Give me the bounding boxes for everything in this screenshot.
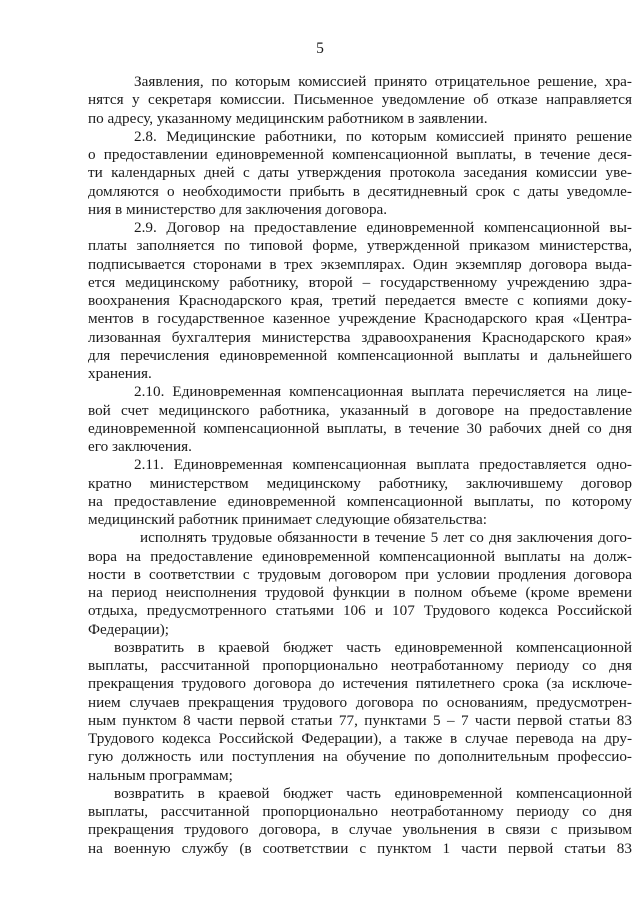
text-line: 2.9. Договор на предоставление единовременной компенсационной вы-	[134, 219, 632, 236]
text-line: гую должность или поступления на обучение по дополнительным профессио-	[88, 748, 632, 766]
paragraph-obligation-3	[88, 785, 632, 858]
text-line: домляются о необходимости прибыть в десятидневный срок с даты уведомле-	[88, 182, 632, 200]
text-line: ется медицинскому работнику, второй – государственному учреждению здра-	[88, 273, 632, 291]
text-line: его заключения.	[88, 438, 192, 455]
text-line: ти календарных дней с даты утверждения протокола заседания комиссии уве-	[88, 164, 632, 182]
text-line: нием случаев прекращения трудового договора по основаниям, предусмотрен-	[88, 693, 632, 711]
text-line: подписывается сторонами в трех экземплярах. Один экземпляр договора выда-	[88, 255, 632, 273]
document-body	[88, 73, 632, 858]
text-line: на предоставление единовременной компенсационной выплаты, по которому	[88, 492, 632, 510]
text-line: ности в соответствии с трудовым договором при условии продления договора	[88, 565, 632, 583]
paragraph-2-10	[88, 383, 632, 456]
text-line: прекращения трудового договора до истечения пятилетнего срока (за исключе-	[88, 675, 632, 693]
text-line: на военную службу (в соответствии с пунктом 1 части первой статьи 83	[88, 839, 632, 857]
text-line: хранения.	[88, 365, 152, 382]
text-line: воохранения Краснодарского края, третий передается вместе с копиями доку-	[88, 292, 632, 309]
paragraph-obligation-2	[88, 639, 632, 785]
text-line: исполнять трудовые обязанности в течение 5 лет со дня заключения дого-	[140, 529, 632, 547]
paragraph-2-11	[88, 456, 632, 529]
text-line: выплаты, рассчитанной пропорционально неотработанному периоду со дня	[88, 803, 632, 820]
text-line: нальным программам;	[88, 766, 233, 784]
text-line: кратно министерством медицинскому работнику, заключившему договор	[88, 474, 632, 492]
text-line: ния в министерство для заключения договора.	[88, 200, 388, 218]
text-line: вой счет медицинского работника, указанный в договоре на предоставление	[88, 401, 632, 419]
text-line: Федерации);	[88, 620, 170, 638]
text-line: единовременной компенсационной выплаты, в течение 30 рабочих дней со дня	[88, 419, 632, 437]
paragraph-2-9	[88, 219, 632, 383]
text-line: Трудового кодекса Российской Федерации), а также в случае перевода на дру-	[88, 730, 632, 747]
text-line: медицинский работник принимает следующие обязательства:	[88, 511, 487, 528]
text-line: по адресу, указанному медицинским работником в заявлении.	[88, 109, 488, 127]
text-line: выплаты, рассчитанной пропорционально неотработанному периоду со дня	[88, 657, 632, 674]
text-line: для перечисления единовременной компенсационной выплаты и дальнейшего	[88, 346, 632, 364]
text-line: 2.11. Единовременная компенсационная выплата предоставляется одно-	[134, 456, 632, 474]
text-line: ным пунктом 8 части первой статьи 77, пунктами 5 – 7 части первой статьи 83	[88, 711, 632, 729]
paragraph-2-8	[88, 128, 632, 219]
text-line: вора на предоставление единовременной компенсационной выплаты на долж-	[88, 547, 632, 565]
page-number: 5	[316, 40, 324, 57]
text-line: отдыха, предусмотренного статьями 106 и 107 Трудового кодекса Российской	[88, 602, 632, 620]
text-line: 2.8. Медицинские работники, по которым комиссией принято решение	[134, 127, 632, 145]
text-line: лизованная бухгалтерия министерства здравоохранения Краснодарского края»	[88, 328, 632, 346]
text-line: 2.10. Единовременная компенсационная выплата перечисляется на лице-	[134, 383, 632, 401]
paragraph-obligation-1	[88, 529, 632, 639]
text-line: прекращения трудового договора, в случае увольнения в связи с призывом	[88, 821, 632, 839]
text-line: о предоставлении единовременной компенсационной выплаты, в течение деся-	[88, 146, 632, 163]
text-line: возвратить в краевой бюджет часть единовременной компенсационной	[114, 784, 632, 802]
text-line: Заявления, по которым комиссией принято отрицательное решение, хра-	[134, 73, 632, 90]
text-line: платы заполняется по типовой форме, утвержденной приказом министерства,	[88, 237, 632, 255]
text-line: возвратить в краевой бюджет часть единовременной компенсационной	[114, 638, 632, 656]
paragraph-continuation	[88, 73, 632, 128]
text-line: нятся у секретаря комиссии. Письменное уведомление об отказе направляется	[88, 91, 632, 109]
text-line: на период неисполнения трудовой функции в полном объеме (кроме времени	[88, 584, 632, 601]
text-line: ментов в государственное казенное учреждение Краснодарского края «Центра-	[88, 310, 632, 328]
